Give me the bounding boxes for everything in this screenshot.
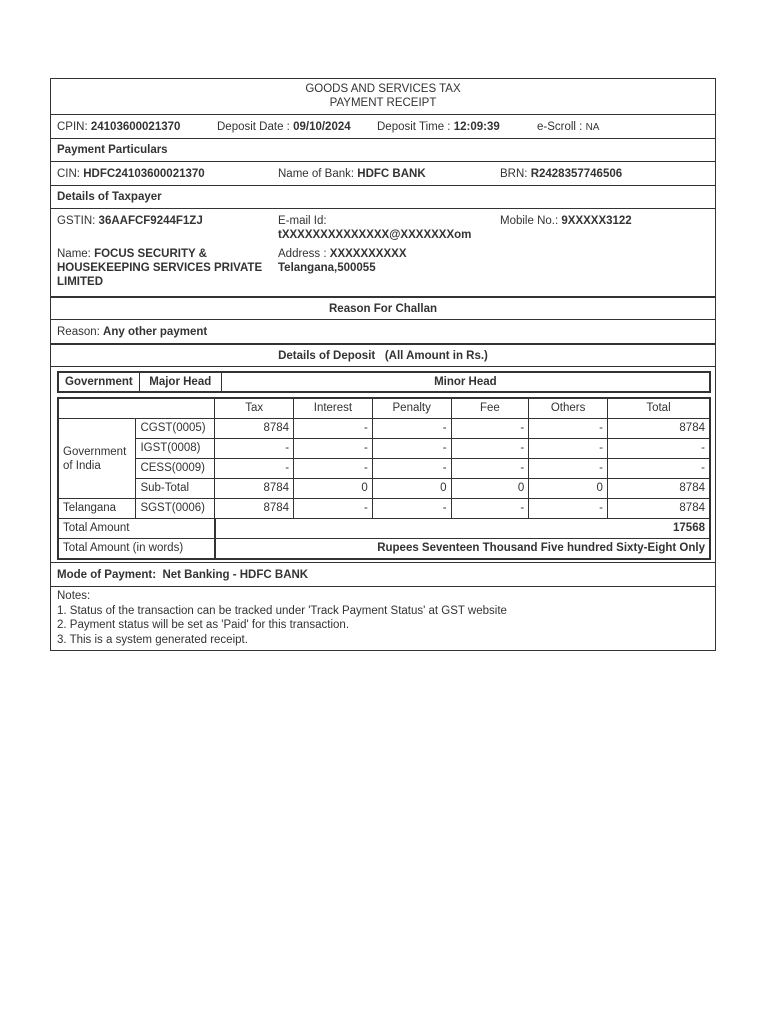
mobile-value: 9XXXXX3122 (561, 215, 632, 227)
table-row: Sub-Total 8784 0 0 0 0 8784 (58, 479, 710, 499)
deposit-time-value: 12:09:39 (453, 121, 500, 133)
total-words-row: Total Amount (in words) Rupees Seventeen Thousand Five hundred Sixty-Eight Only (58, 539, 710, 560)
minor-head: Minor Head (221, 372, 710, 392)
deposit-table (57, 397, 711, 560)
notes-title: Notes: (57, 590, 91, 602)
heads-table (57, 371, 711, 393)
notes-section (51, 586, 715, 650)
table-row: Telangana SGST(0006) 8784 - - - - 8784 (58, 499, 710, 519)
table-header-row: Tax Interest Penalty Fee Others Total (58, 398, 710, 419)
total-amount-value: 17568 (215, 519, 710, 539)
mode-of-payment-value: Net Banking - HDFC BANK (162, 569, 309, 581)
taxpayer-address: Address : XXXXXXXXXX Telangana,500055 (278, 248, 407, 274)
gstin-value: 36AAFCF9244F1ZJ (98, 215, 203, 227)
bank-value: HDFC BANK (357, 168, 426, 180)
deposit-section (51, 366, 715, 562)
note-item: 1. Status of the transaction can be tracked under 'Track Payment Status' at GST website (57, 604, 507, 617)
receipt-title: GOODS AND SERVICES TAX (305, 83, 461, 95)
table-row: IGST(0008) - - - - - - (58, 439, 710, 459)
receipt-header (51, 79, 715, 114)
bank-row: CIN: HDFC24103600021370 Name of Bank: HDFC BANK BRN: R2428357746506 (51, 161, 715, 185)
total-words-value: Rupees Seventeen Thousand Five hundred Sixty-Eight Only (215, 539, 710, 560)
reason-row: Reason: Any other payment (51, 319, 715, 343)
reason-heading: Reason For Challan (51, 296, 715, 319)
total-amount-row: Total Amount 17568 (58, 519, 710, 539)
escroll-value: NA (585, 122, 600, 133)
taxpayer-heading: Details of Taxpayer (51, 185, 715, 208)
taxpayer-details: GSTIN: 36AAFCF9244F1ZJ E-mail Id: tXXXXXXXXXXXXXX@XXXXXXXom Mobile No.: 9XXXXX3122 Name: FOCUS SECURITY & HOUSEKEEPING SERVICES PRIVATE LIMITED Address : XXXXXXXXXX Telangana,500055 (51, 208, 715, 296)
table-row: CESS(0009) - - - - - - (58, 459, 710, 479)
cpin-value: 24103600021370 (90, 121, 181, 133)
brn-value: R2428357746506 (530, 168, 623, 180)
note-item: 2. Payment status will be set as 'Paid' for this transaction. (57, 619, 350, 631)
mode-of-payment-row: Mode of Payment: Net Banking - HDFC BANK (51, 562, 715, 586)
reason-value: Any other payment (103, 326, 208, 338)
gov-india-cell: Government of India (58, 419, 136, 499)
receipt-subtitle: PAYMENT RECEIPT (329, 97, 437, 109)
cin-value: HDFC24103600021370 (83, 168, 205, 180)
note-item: 3. This is a system generated receipt. (57, 633, 248, 646)
table-row: Government of India CGST(0005) 8784 - - - - 8784 (58, 419, 710, 439)
deposit-heading: Details of Deposit (All Amount in Rs.) (51, 343, 715, 366)
government-head: Government (58, 372, 139, 392)
deposit-date-value: 09/10/2024 (293, 121, 351, 133)
taxpayer-name: Name: FOCUS SECURITY & HOUSEKEEPING SERVICES PRIVATE LIMITED (57, 248, 263, 288)
payment-particulars-heading: Payment Particulars (51, 138, 715, 161)
payment-receipt (50, 78, 716, 651)
major-head: Major Head (139, 372, 221, 392)
telangana-cell: Telangana (58, 499, 136, 519)
email-value: tXXXXXXXXXXXXXX@XXXXXXXom (278, 229, 472, 241)
cpin-row: CPIN: 24103600021370 Deposit Date : 09/10/2024 Deposit Time : 12:09:39 e-Scroll : NA (51, 114, 715, 138)
